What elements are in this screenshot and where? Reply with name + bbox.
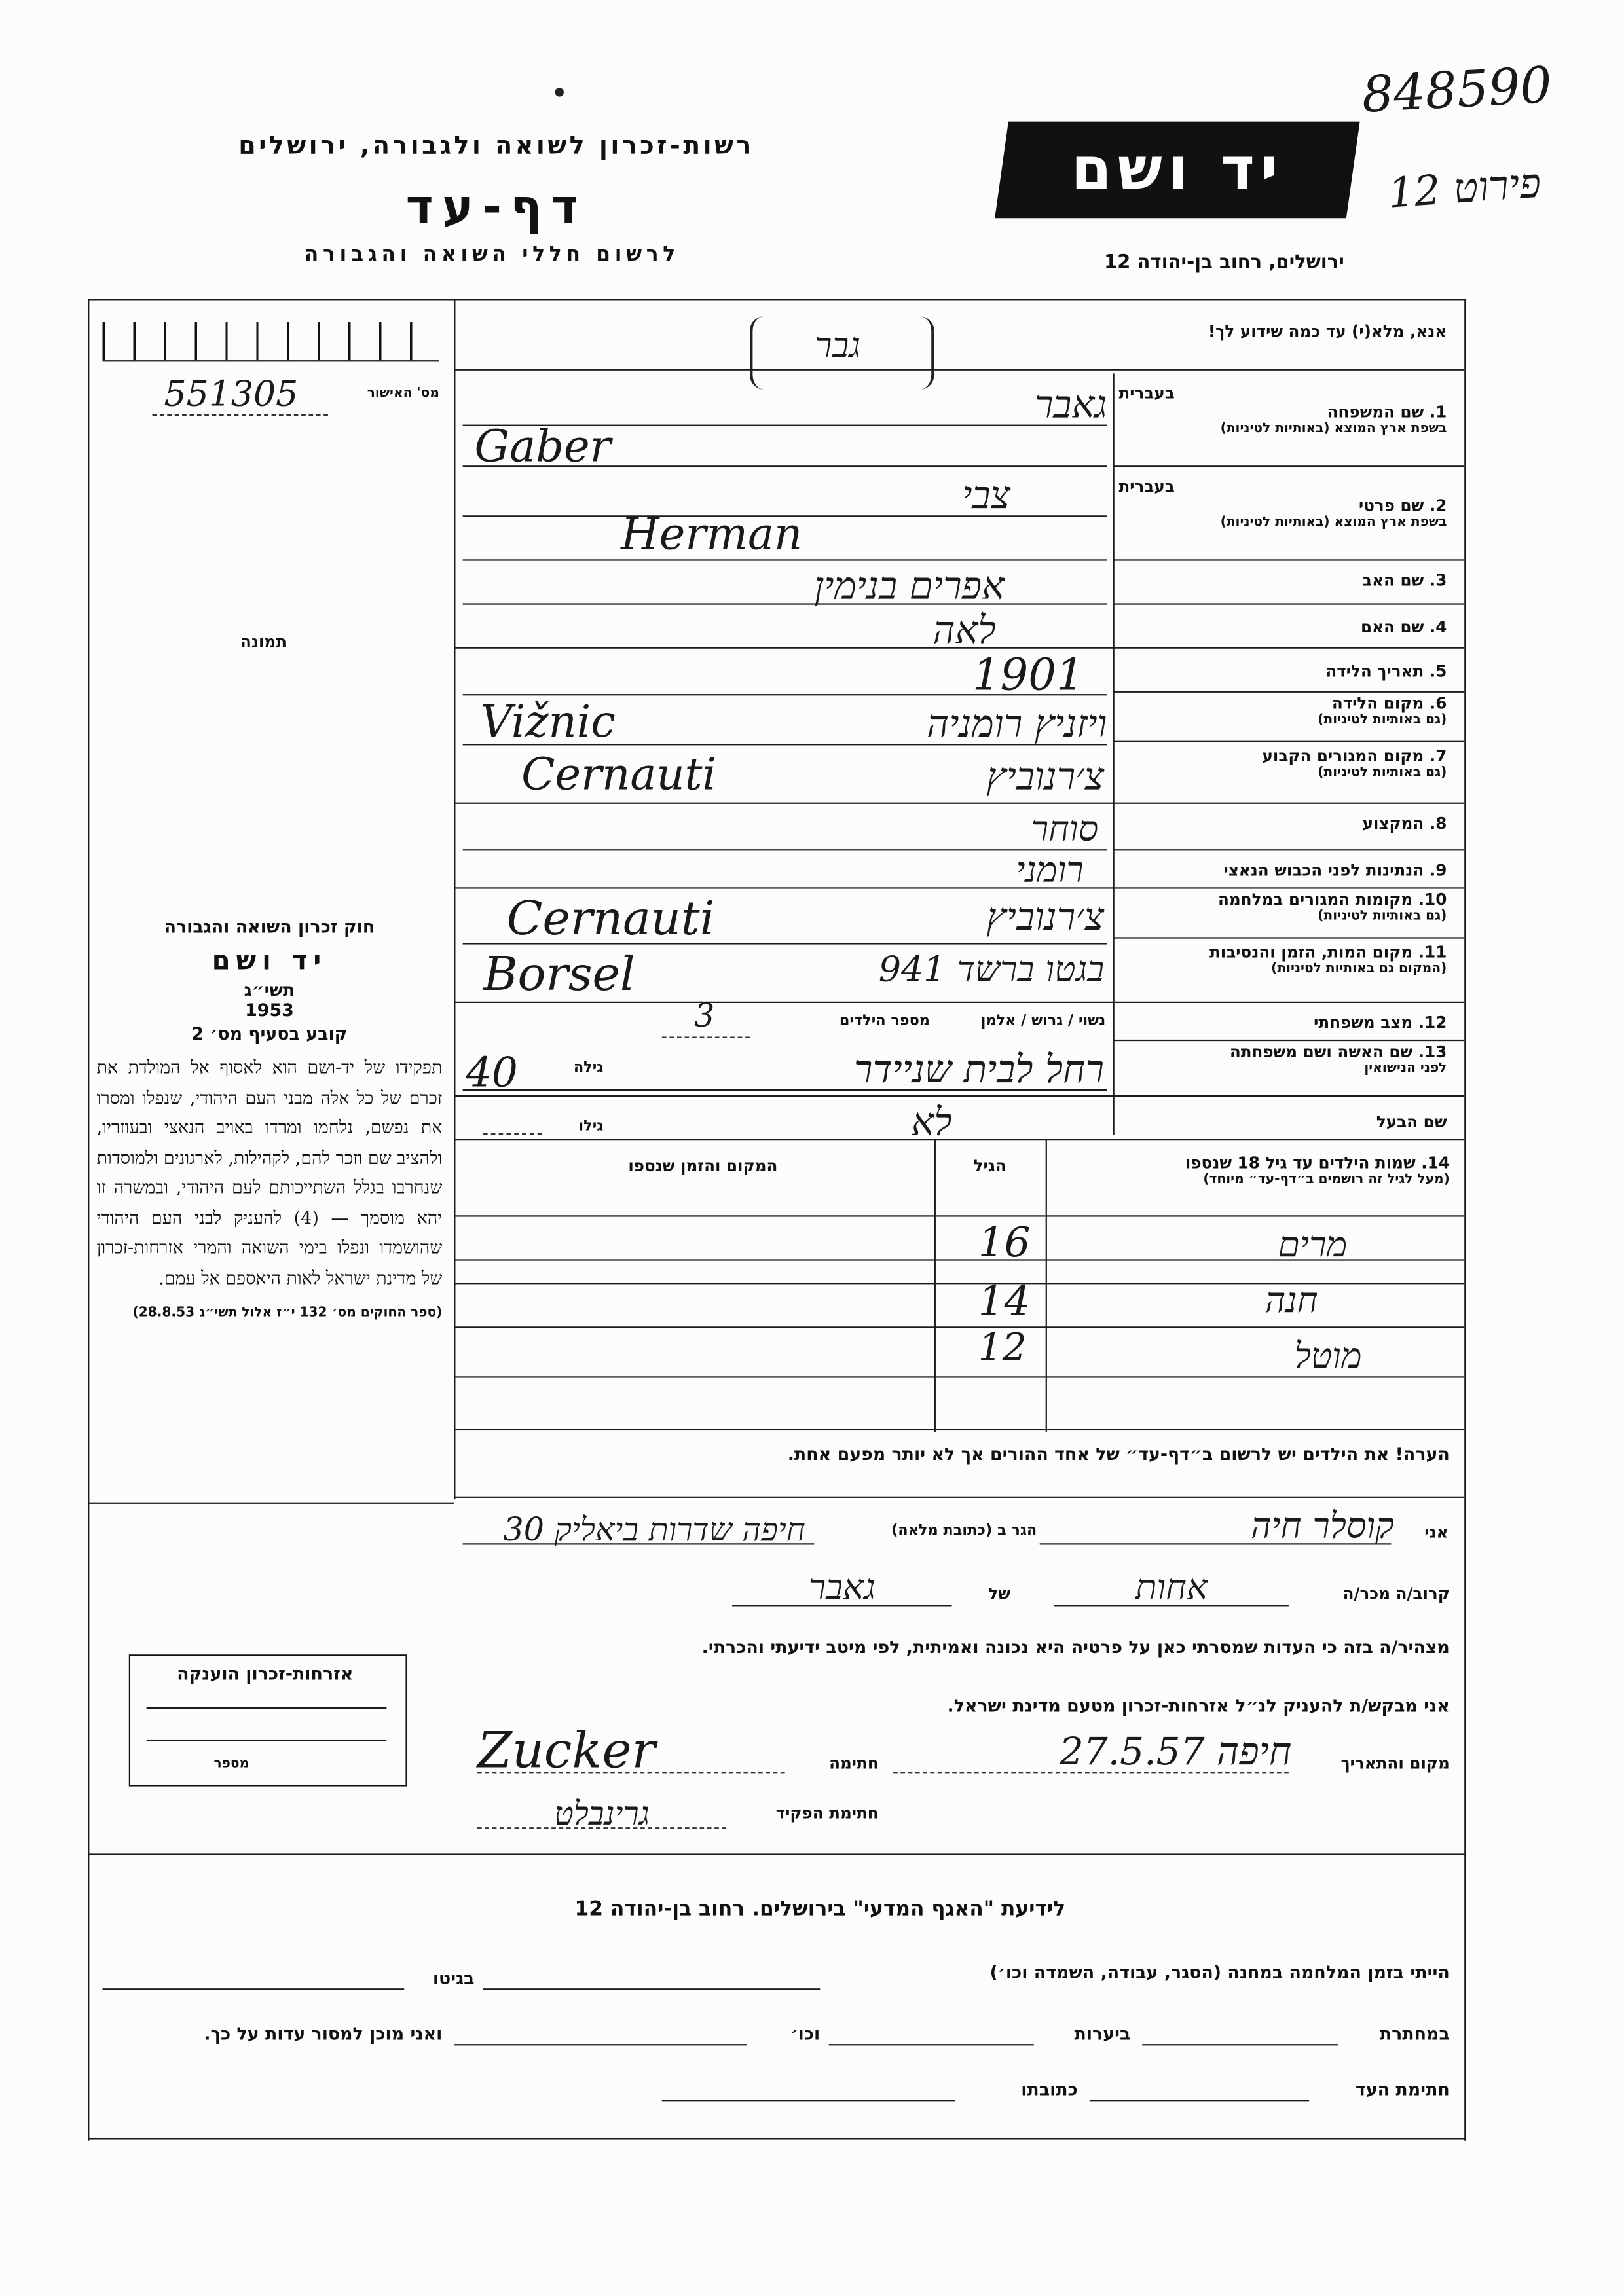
birthplace-latin: Vižnic (480, 697, 616, 748)
field-2-sub: בשפת ארץ המוצא (באותיות לטיניות) (1220, 515, 1447, 530)
official-label: חתימת הפקיד (775, 1804, 879, 1823)
field-4-label (1118, 618, 1447, 637)
field-10-sub: (גם באותיות לטיניות) (1318, 909, 1447, 924)
children-place-header: המקום והזמן שנספו (628, 1156, 778, 1176)
relation: אחות (1135, 1567, 1208, 1608)
field-12-title: מצב משפחתי (1314, 1013, 1413, 1032)
bottom-line3-b: כתובתו (1021, 2079, 1078, 2100)
children-heading (1052, 1154, 1450, 1187)
address: ירושלים, רחוב בן-יהודה 12 (1103, 251, 1344, 274)
law-year-he: תשי״ג (244, 979, 295, 1000)
approval-ticks (103, 322, 439, 361)
declarant-i-label: אני (1424, 1522, 1449, 1542)
law-clause: קובע בסעיף מס׳ 2 (191, 1023, 348, 1044)
field-2-number: 2. (1429, 496, 1447, 516)
bottom-line1-a: הייתי בזמן המלחמה במחנה (הסגר, עבודה, השמדה וכו׳) (989, 1961, 1450, 1983)
bottom-line2-b: ביערות (1074, 2023, 1131, 2045)
header-note: פירוט 12 (1386, 158, 1543, 218)
husband-age-label: גילו (578, 1118, 604, 1135)
child-2-age: 14 (978, 1277, 1031, 1326)
children-count-label: מספר הילדים (839, 1013, 930, 1030)
field-12-number: 12. (1418, 1013, 1447, 1032)
declarant-address: חיפה שדרות ביאליק 30 (503, 1512, 805, 1550)
nationality: רומני (1016, 849, 1084, 890)
field-1-title: שם המשפחה (1327, 403, 1424, 422)
husband-label: שם הבעל (1376, 1112, 1447, 1132)
child-3-name: מוטל (1294, 1335, 1362, 1377)
firstname-hebrew: צבי (962, 474, 1010, 519)
form-subtitle: לרשום חללי השואה והגבורה (304, 243, 680, 267)
children-count: 3 (693, 998, 715, 1036)
of-label: של (988, 1584, 1010, 1603)
father-name: אפרים בנימין (814, 565, 1005, 610)
birth-date: 1901 (972, 650, 1084, 702)
declaration: מצהיר/ה בזה כי העדות שמסרתי כאן על פרטיה היא נכונה ואמיתית, לפי מיטב ידיעתי והכרתי. (701, 1637, 1450, 1658)
of-value: גאבר (808, 1567, 876, 1608)
child-2-name: חנה (1264, 1279, 1318, 1321)
law-block (97, 917, 443, 1322)
citizenship-title: אזרחות-זכרון הוענקה (177, 1663, 354, 1684)
surname-latin: Gaber (474, 422, 611, 473)
law-year: 1953 (245, 1000, 294, 1021)
child-3-age: 12 (978, 1326, 1027, 1371)
field-6-title: מקום הלידה (1331, 694, 1424, 714)
field-8-number: 8. (1429, 814, 1447, 833)
field-5-label (1118, 662, 1447, 681)
husband-value: לא (911, 1101, 952, 1145)
signature-label: חתימה (829, 1754, 879, 1774)
field-2-hebrew-tag: בעברית (1118, 477, 1175, 497)
signature: Zucker (477, 1722, 655, 1781)
field-8-label (1118, 814, 1447, 833)
field-1-label (1118, 384, 1447, 437)
field-2-title: שם פרטי (1358, 496, 1424, 516)
field-13-label (1118, 1042, 1447, 1076)
field-3-title: שם האב (1362, 571, 1424, 591)
note: הערה! את הילדים יש לרשום ב״דף-עד״ של אחד ההורים אך לא יותר מפעם אחת. (787, 1444, 1450, 1465)
punch-mark (555, 88, 564, 96)
field-11-title: מקום המות, הזמן והנסיבות (1209, 943, 1413, 962)
field-9-title: הנתינות לפני הכבוש הנאצי (1223, 861, 1424, 881)
field-6-sub: (גם באותיות לטיניות) (1318, 713, 1447, 728)
declarant-resides-label: הגר ב (כתובת מלאה) (891, 1522, 1037, 1539)
field-7-label (1118, 747, 1447, 780)
field-2-label (1118, 477, 1447, 530)
field-13-sub: לפני הנישואין (1364, 1061, 1447, 1076)
field-10-label (1118, 890, 1447, 924)
death-place-hebrew: בגטו ברשד 941 (878, 949, 1105, 990)
bottom-line1-b: בגיטו (432, 1967, 475, 1989)
field-4-title: שם האם (1360, 617, 1424, 637)
place-date-label: מקום והתאריך (1340, 1754, 1450, 1774)
child-1-age: 16 (978, 1218, 1031, 1267)
form-title: דף-עד (405, 178, 587, 234)
field-11-label (1118, 943, 1447, 976)
citizenship-request: אני מבקש/ת להעניק לנ״ל אזרחות-זכרון מטעם מדינת ישראל. (947, 1695, 1450, 1717)
law-text: תפקידו של יד-ושם הוא לאסוף אל המולדת את זכרם של כל אלה מבני העם היהודי, שנפלו ומסרו את נפשם, נלחמו ומרדו באויב הנאצי ובעוזריו, ולהציב שם וזכר להם, לקהילות, לארגונים ולמוסדות שנחרבו בגלל השתייכותם לעם היהודי, ובמשרה זו יהא מוסמך — (4) להעניק לבני העם היהודי שהושמדו ונפלו בימי השואה והמרי אזרחות-זכרון של מדינת ישראל לאות היאספם אל עמם. (96, 1057, 443, 1288)
logo-text: יד ושם (1071, 136, 1284, 204)
approval-label: מס' האישור (367, 386, 439, 401)
surname-hebrew: גאבר (1034, 383, 1107, 428)
residence-hebrew: צ׳רנוביץ (986, 756, 1105, 800)
birthplace-hebrew: ויזניץ רומניה (927, 702, 1107, 747)
field-3-number: 3. (1429, 571, 1447, 591)
relative-label: קרוב/ה מכר/ה (1342, 1584, 1450, 1603)
archive-number: 848590 (1360, 56, 1554, 125)
field-10-title: מקומות המגורים במלחמה (1218, 890, 1413, 909)
instructions: אנא, מלא(י) עד כמה שידוע לך! (1208, 322, 1447, 342)
field-1-hebrew-tag: בעברית (1118, 383, 1175, 403)
field-10-number: 10. (1418, 890, 1447, 909)
field-7-number: 7. (1429, 746, 1447, 766)
field-7-title: מקום המגורים הקבוע (1262, 746, 1424, 766)
residence-latin: Cernauti (521, 750, 717, 801)
children-subheading: (מעל לגיל זה רושמים ב״דף-עד״ מיוחד) (1203, 1173, 1450, 1188)
bottom-line2-a: במחתרת (1379, 2023, 1450, 2045)
official-signature: גרינבלט (554, 1796, 650, 1834)
mother-name: לאה (932, 609, 996, 653)
field-7-sub: (גם באותיות לטיניות) (1318, 765, 1447, 781)
approval-number: 551305 (164, 373, 299, 414)
field-1-number: 1. (1429, 403, 1447, 422)
field-3-label (1118, 571, 1447, 590)
yad-vashem-logo (995, 122, 1359, 219)
field-13-number: 13. (1418, 1042, 1447, 1062)
law-source: (ספר החוקים מס׳ 132 י״ז אלול תשי״ג 28.8.53) (132, 1305, 443, 1321)
child-1-name: מרים (1278, 1224, 1348, 1266)
field-12-label (1118, 1013, 1447, 1032)
profession: סוחר (1031, 808, 1099, 850)
field-9-label (1118, 861, 1447, 880)
children-title: שמות הילדים עד גיל 18 שנספו (1185, 1154, 1416, 1173)
bottom-line2-d: ואני מוכן למסור עדות על כך. (204, 2023, 443, 2045)
field-1-sub: בשפת ארץ המוצא (באותיות לטיניות) (1220, 422, 1447, 437)
wartime-residence-hebrew: צ׳רנוביץ (986, 896, 1105, 940)
marital-options: נשוי / גרוש / אלמן (980, 1013, 1106, 1030)
law-title: חוק זכרון השואה והגבורה (164, 917, 375, 938)
field-6-number: 6. (1429, 694, 1447, 714)
children-number: 14. (1421, 1154, 1450, 1173)
field-5-title: תאריך הלידה (1325, 661, 1424, 681)
bottom-line3-a: חתימת העד (1355, 2079, 1450, 2100)
firstname-latin: Herman (621, 509, 803, 561)
bottom-line2-c: וכו׳ (790, 2023, 821, 2045)
field-13-title: שם האשה ושם משפחתה (1229, 1042, 1413, 1062)
field-11-sub: (המקום גם באותיות לטיניות) (1271, 962, 1447, 977)
wife-age: 40 (466, 1048, 518, 1097)
children-age-header: הגיל (973, 1156, 1006, 1176)
field-11-number: 11. (1418, 943, 1447, 962)
wartime-residence-latin: Cernauti (506, 890, 715, 946)
field-8-title: המקצוע (1362, 814, 1424, 833)
field-4-number: 4. (1429, 617, 1447, 637)
bottom-heading: לידיעת "האגף המדעי" בירושלים. רחוב בן-יהודה 12 (574, 1897, 1066, 1922)
photo-label: תמונה (240, 632, 287, 652)
declarant-name: קוסלר חיה (1251, 1505, 1394, 1546)
surname-bracket-text: גבר (815, 325, 861, 367)
field-5-number: 5. (1429, 661, 1447, 681)
field-6-label (1118, 694, 1447, 727)
death-place-latin: Borsel (483, 945, 635, 1002)
place-date: חיפה 27.5.57 (1059, 1730, 1292, 1775)
wife-name: רחל לבית שניידר (853, 1048, 1105, 1093)
law-yadvashem: יד ושם (212, 945, 327, 977)
wife-age-label: גילה (573, 1060, 604, 1076)
field-9-number: 9. (1429, 861, 1447, 881)
org-line: רשות-זכרון לשואה ולגבורה, ירושלים (238, 132, 754, 162)
citizenship-num-label: מספר (213, 1757, 249, 1772)
